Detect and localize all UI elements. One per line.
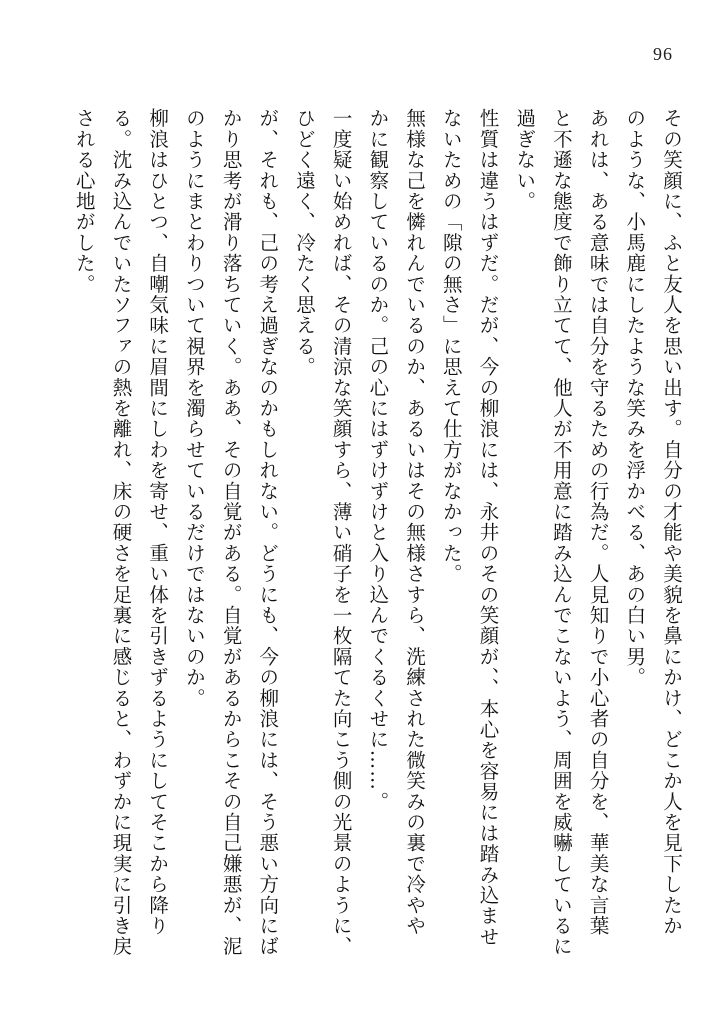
text-column: ないための「隙の無さ」に思えて仕方がなかった。 [439, 108, 463, 585]
text-column: が、それも、己の考え過ぎなのかもしれない。どうにも、今の柳浪には、そう悪い方向にば [256, 108, 280, 957]
text-column: のような、小馬鹿にしたような笑みを浮かべる、あの白い男。 [623, 108, 647, 688]
text-column: のようにまとわりついて視界を濁らせているだけではないのか。 [182, 108, 206, 709]
text-column: 性質は違うはずだ。だが、今の柳浪には、永井のその笑顔が、、本心を容易には踏み込ませ [476, 108, 500, 947]
text-column: その笑顔に、ふと友人を思い出す。自分の才能や美貌を鼻にかけ、どこか人を見下したか [660, 108, 683, 936]
text-column: かり思考が滑り落ちていく。ああ、その自覚がある。自覚があるからこその自己嫌悪が、泥 [219, 108, 243, 957]
text-column: 過ぎない。 [513, 108, 537, 212]
text-column: ひどく遠く、冷たく思える。 [292, 108, 316, 378]
text-column: 一度疑い始めれば、その清涼な笑顔すら、薄い硝子を一枚隔てた向こう側の光景のように、 [329, 108, 353, 957]
text-column: 無様な己を憐れんでいるのか、あるいはその無様さすら、洗練された微笑みの裏で冷やや [403, 108, 427, 936]
text-column: と不遜な態度で飾り立てて、他人が不用意に踏み込んでこないよう、周囲を威嚇しているに [549, 108, 573, 957]
body-text [39, 108, 689, 978]
text-column: る。沈み込んでいたソファの熱を離れ、床の硬さを足裏に感じると、わずかに現実に引き戻 [109, 108, 133, 957]
text-column: 柳浪はひとつ、自嘲気味に眉間にしわを寄せ、重い体を引きずるようにしてそこから降り [146, 108, 170, 936]
text-column: される心地がした。 [72, 108, 96, 295]
text-column: あれは、ある意味では自分を守るための行為だ。人見知りで小心者の自分を、華美な言葉 [586, 108, 610, 936]
text-column: かに観察しているのか。己の心にはずけずけと入り込んでくるくせに……。 [366, 108, 390, 812]
page-number: 96 [653, 44, 673, 64]
